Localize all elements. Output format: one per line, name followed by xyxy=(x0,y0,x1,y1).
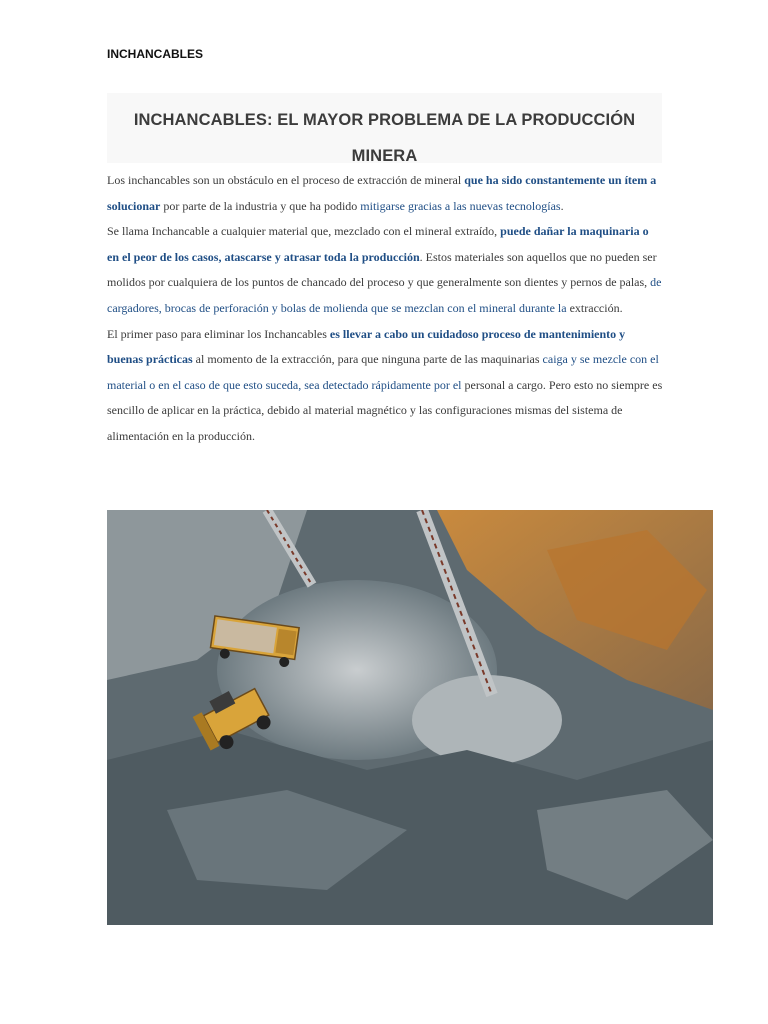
link-loaders[interactable]: de cargadores, brocas de perforación y bolas de molienda que se mezclan con el mineral durante la xyxy=(107,275,662,315)
title-box xyxy=(107,93,662,163)
link-industry[interactable]: que ha sido constantemente un ítem a solucionar xyxy=(107,173,657,213)
paragraph-text: Se llama Inchancable a cualquier material que, mezclado con el mineral extraído, xyxy=(107,224,501,239)
document-header: INCHANCABLES xyxy=(107,47,203,61)
paragraph-text: . xyxy=(560,198,564,213)
paragraph-text: personal a cargo. Pero esto no siempre es sencillo de aplicar en la práctica, debido al material magnético y las configuraciones mismas del sistema de alimentación en la producción. xyxy=(107,377,663,443)
link-detection[interactable]: caiga y se mezcle con el material o en el caso de que esto suceda, sea detectado rápidamente por el xyxy=(107,352,659,392)
mining-site-illustration xyxy=(107,510,713,925)
link-machinery-damage[interactable]: puede dañar la maquinaria o en el peor de los casos, atascarse y atrasar toda la producción xyxy=(107,224,649,264)
mining-site-photo xyxy=(107,510,713,925)
paragraph-2 xyxy=(107,219,663,321)
link-maintenance[interactable]: es llevar a cabo un cuidadoso proceso de mantenimiento y buenas prácticas xyxy=(107,326,626,367)
paragraph-text: por parte de la industria y que ha podido xyxy=(160,198,361,213)
article-title: INCHANCABLES: EL MAYOR PROBLEMA DE LA PRODUCCIÓN MINERA xyxy=(133,111,636,165)
paragraph-text: . Estos materiales son aquellos que no pueden ser molidos por cualquiera de los puntos de chancado del proceso y que generalmente son dientes y pernos de palas, xyxy=(107,249,657,290)
paragraph-1 xyxy=(107,168,663,219)
paragraph-3 xyxy=(107,322,663,450)
paragraph-text: El primer paso para eliminar los Inchancables xyxy=(107,326,330,341)
article-body xyxy=(107,168,663,450)
paragraph-text: Los inchancables son un obstáculo en el proceso de extracción de mineral xyxy=(107,173,465,187)
link-technologies[interactable]: mitigarse gracias a las nuevas tecnologías xyxy=(360,198,561,213)
paragraph-text: al momento de la extracción, para que ninguna parte de las maquinarias xyxy=(192,352,543,367)
paragraph-text: extracción. xyxy=(566,300,623,315)
